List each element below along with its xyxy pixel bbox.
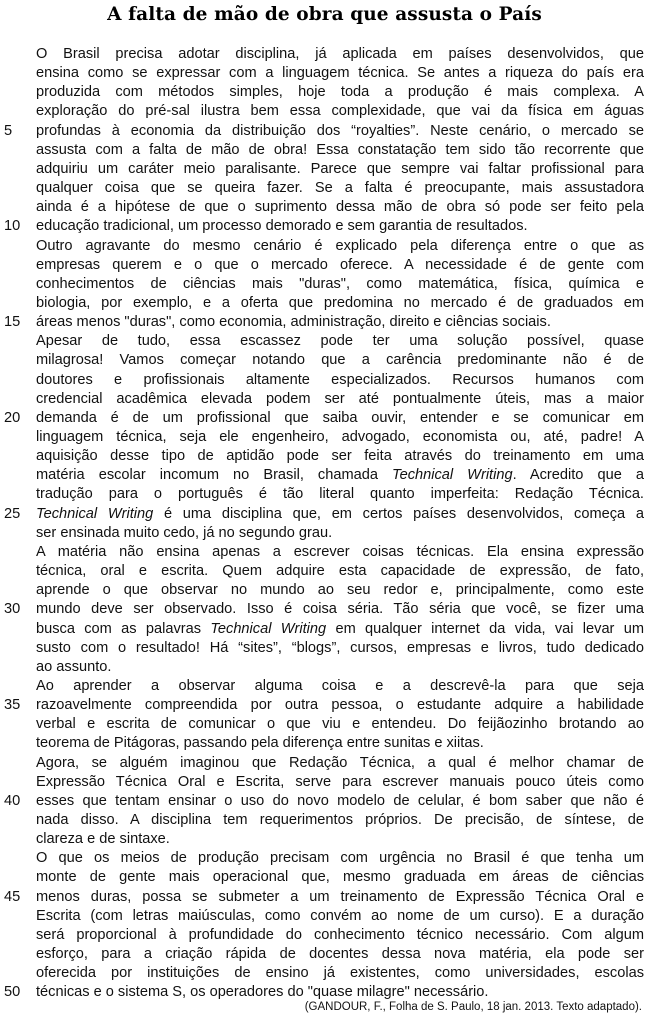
text-line: aprende o que observar no mundo ao seu redor e, principalmente, como este [36,582,644,599]
text-line: esforço, para a criação rápida de docentes dessa nova matéria, ela pode ser [36,946,644,963]
text-line: Apesar de tudo, essa escassez pode ter uma solução possível, quase [36,333,644,350]
text-line: esses que tentam ensinar o uso do novo modelo de celular, é bom saber que não é [36,792,644,809]
italic-term: Technical Writing [210,620,327,637]
text-line: biologia, por exemplo, e a oferta que predomina no mercado é de graduados em [36,294,644,311]
line-text: em qualquer internet da vida, vai levar um [326,620,644,637]
text-line: credencial acadêmica elevada podem ser até pontualmente úteis, mas a maior [36,390,644,407]
text-line: monte de gente mais operacional que, mesmo graduada em áreas de ciências [36,869,644,886]
text-line: Expressão Técnica Oral e Escrita, serve para escrever manuais pouco úteis como [36,773,644,790]
text-line: ainda é a hipótese de que o suprimento dessa mão de obra só pode ser feito pela [36,199,644,216]
text-line [36,466,644,485]
line-number: 50 [4,984,21,1001]
line-number: 15 [4,314,21,331]
line-number: 25 [4,505,21,522]
text-line: mundo deve ser observado. Isso é coisa séria. Tão séria que você, se fizer uma [36,601,644,618]
text-line: nada disso. A disciplina tem requerimentos próprios. De precisão, de síntese, de [36,812,644,828]
text-line: exploração do pré-sal ilustra bem essa complexidade, que vai da física em águas [36,103,644,120]
line-number: 5 [4,122,13,139]
text-line: áreas menos "duras", como economia, administração, direito e ciências sociais. [36,314,551,331]
line-number: 10 [4,218,21,235]
line-text: matéria escolar incomum no Brasil, chamada [36,467,393,484]
text-line: razoavelmente compreendida por outra pessoa, o estudante adquire a habilidade [36,697,644,714]
text-line: milagrosa! Vamos começar notando que a carência predominante não é de [36,352,644,369]
line-number: 45 [4,888,21,905]
text-line: conhecimentos de ciências mais "duras", como matemática, física, química e [36,275,644,292]
text-line: técnicas e o sistema S, os operadores do "quase milagre" necessário. [36,984,489,1001]
text-line: profundas à economia da distribuição dos “royalties”. Neste cenário, o mercado se [36,122,644,139]
text-line: Escrita (com letras maiúsculas, como convém ao nome de um curso). E a duração [36,907,644,924]
text-line: linguagem técnica, seja ele engenheiro, advogado, economista ou, até, padre! A [36,429,644,445]
text-line: aquisição desse tipo de aptidão pode ser feita através do treinamento em uma [36,448,644,465]
text-line: adquiriu um caráter meio paralisante. Parece que sempre vai faltar profissional para [36,160,644,177]
text-line: doutores e profissionais altamente especializados. Recursos humanos com [36,371,644,388]
text-line: O que os meios de produção precisam com urgência no Brasil é que tenha um [36,850,644,867]
italic-term: Technical Writing [392,467,513,484]
text-line: verbal e escrita de comunicar o que viu e entendeu. Do feijãozinho brotando ao [36,716,644,733]
line-number: 30 [4,601,21,618]
text-line: demanda é de um profissional que saiba ouvir, entender e se comunicar em [36,409,644,426]
text-line: menos duras, possa se submeter a um treinamento de Expressão Técnica Oral e [36,888,644,905]
text-line: oferecida por instituições de ensino já existentes, como universidades, escolas [36,965,644,982]
text-line: ser ensinada muito cedo, já no segundo grau. [36,524,333,541]
text-line: ao assunto. [36,658,112,675]
text-line: técnica, oral e escrita. Quem adquire esta capacidade de expressão, de fato, [36,563,644,580]
line-number: 20 [4,409,21,426]
source-citation: (GANDOUR, F., Folha de S. Paulo, 18 jan. 2013. Texto adaptado). [304,1001,642,1013]
text-line: educação tradicional, um processo demorado e sem garantia de resultados. [36,218,528,235]
line-text: é uma disciplina que, em certos países desenvolvidos, começa a [153,505,644,522]
text-line: tradução para o português é tão literal quanto imperfeita: Redação Técnica. [36,486,644,503]
text-line: Agora, se alguém imaginou que Redação Técnica, a qual é melhor chamar de [36,754,644,771]
text-line: assusta com a falta de mão de obra! Essa constatação tem sido tão recorrente que [36,141,644,158]
text-line: A matéria não ensina apenas a escrever coisas técnicas. Ela ensina expressão [36,543,644,560]
text-line: Outro agravante do mesmo cenário é explicado pela diferença entre o que as [36,237,644,254]
text-line: teorema de Pitágoras, passando pela diferença entre sunitas e xiitas. [36,735,484,752]
text-line: empresas querem e o que o mercado oferece. A necessidade é de gente com [36,256,644,273]
text-line: será proporcional à profundidade do conhecimento técnico necessário. Com algum [36,926,644,943]
text-line: susto com o resultado! Há “sites”, “blogs”, cursos, empresas e livros, tudo dedicado [36,639,644,656]
text-line: produzida com métodos simples, hoje toda a produção é mais complexa. A [36,84,644,101]
line-text: busca com as palavras [36,620,211,637]
text-line: ensina como se expressar com a linguagem técnica. Se antes a riqueza do país era [36,65,644,82]
text-line [36,505,644,524]
text-line: Ao aprender a observar alguma coisa e a descrevê-la para que seja [36,677,644,694]
line-number: 35 [4,697,21,714]
italic-term: Technical Writing [36,505,154,522]
article-title: A falta de mão de obra que assusta o País [107,4,542,25]
text-line: clareza e de sintaxe. [36,831,170,848]
text-line: O Brasil precisa adotar disciplina, já aplicada em países desenvolvidos, que [36,46,644,62]
line-text: . Acredito que a [512,467,644,484]
text-line: qualquer coisa que se queira fazer. Se a falta é preocupante, mais assustadora [36,180,644,197]
text-line [36,620,644,639]
line-number: 40 [4,792,21,809]
